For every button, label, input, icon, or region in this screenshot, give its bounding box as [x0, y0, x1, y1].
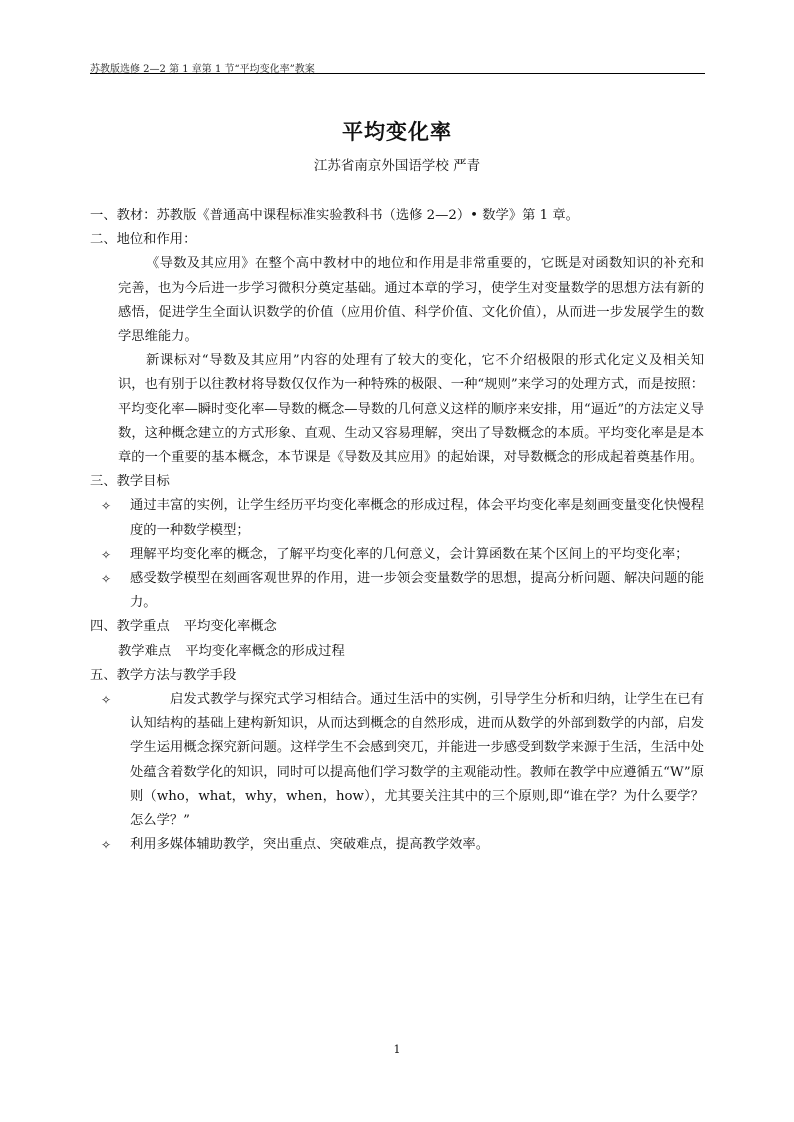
section-3-heading: 三、教学目标 [90, 474, 170, 490]
section-4-difficulty: 平均变化率概念的形成过程 [185, 643, 345, 659]
section-5-bullet-1 [90, 688, 704, 833]
section-3-bullet-1 [90, 494, 704, 542]
bullet-text: 启发式教学与探究式学习相结合。通过生活中的实例，引导学生分析和归纳，让学生在已有认知结构的基础上建构新知识，从而达到概念的自然形成，进而从数学的外部到数学的内部，启发学生运用概念探究新问题。这样学生不会感到突兀，并能进一步感受到数学来源于生活，生活中处处蕴含着数学化的知识，同时可以提高他们学习数学的主观能动性。教师在教学中应遵循五“W”原则（who，what，why，when，how），尤其要关注其中的三个原则,即“谁在学？为什么要学？怎么学？” [130, 692, 704, 829]
section-3-bullet-3 [90, 567, 704, 615]
bullet-text: 通过丰富的实例，让学生经历平均变化率概念的形成过程，体会平均变化率是刻画变量变化快慢程度的一种数学模型； [130, 498, 704, 538]
diamond-bullet-icon: ✧ [101, 547, 112, 562]
bullet-text: 感受数学模型在刻画客观世界的作用，进一步领会变量数学的思想，提高分析问题、解决问题的能力。 [130, 571, 704, 611]
section-1-textbook: 一、教材：苏教版《普通高中课程标准实验教科书（选修 2—2）• 数学》第 1 章。 [90, 208, 579, 223]
section-2-heading: 二、地位和作用： [90, 232, 197, 248]
section-4-difficulty-line [90, 640, 704, 664]
section-4-difficulty-label: 教学难点 [118, 643, 172, 659]
section-3-bullet-2 [90, 543, 704, 567]
diamond-bullet-icon: ✧ [101, 838, 112, 853]
section-4-heading: 四、教学重点 [90, 619, 170, 635]
header-rule [90, 73, 705, 74]
author-line: 江苏省南京外国语学校 严青 [313, 158, 481, 174]
section-4-heading-line [90, 615, 704, 639]
document-title: 平均变化率 [342, 119, 452, 144]
page-header: 苏教版选修 2—2 第 1 章第 1 节“平均变化率”教案 [90, 64, 315, 75]
section-4-key-point: 平均变化率概念 [183, 619, 277, 635]
bullet-text: 利用多媒体辅助教学，突出重点、突破难点，提高教学效率。 [130, 837, 490, 853]
section-5-bullet-2 [90, 833, 704, 857]
section-5-heading: 五、教学方法与教学手段 [90, 667, 237, 683]
document-body [90, 204, 704, 857]
section-2-paragraph-2: 新课标对“导数及其应用”内容的处理有了较大的变化，它不介绍极限的形式化定义及相关知识，也有别于以往教材将导数仅仅作为一种特殊的极限、一种“规则”来学习的处理方式，而是按照：平均变化率—瞬时变化率—导数的概念—导数的几何意义这样的顺序来安排，用“逼近”的方法定义导数，这种概念建立的方式形象、直观、生动又容易理解，突出了导数概念的本质。平均变化率是是本章的一个重要的基本概念，本节课是《导数及其应用》的起始课，对导数概念的形成起着奠基作用。 [118, 353, 704, 466]
diamond-bullet-icon: ✧ [101, 693, 112, 708]
diamond-bullet-icon: ✧ [101, 499, 112, 514]
section-2-paragraph-1: 《导数及其应用》在整个高中教材中的地位和作用是非常重要的，它既是对函数知识的补充和完善，也为今后进一步学习微积分奠定基础。通过本章的学习，使学生对变量数学的思想方法有新的感悟，促进学生全面认识数学的价值（应用价值、科学价值、文化价值），从而进一步发展学生的数学思维能力。 [118, 256, 704, 345]
page-number: 1 [393, 1043, 401, 1056]
diamond-bullet-icon: ✧ [101, 572, 112, 587]
bullet-text: 理解平均变化率的概念，了解平均变化率的几何意义，会计算函数在某个区间上的平均变化率； [130, 546, 689, 562]
